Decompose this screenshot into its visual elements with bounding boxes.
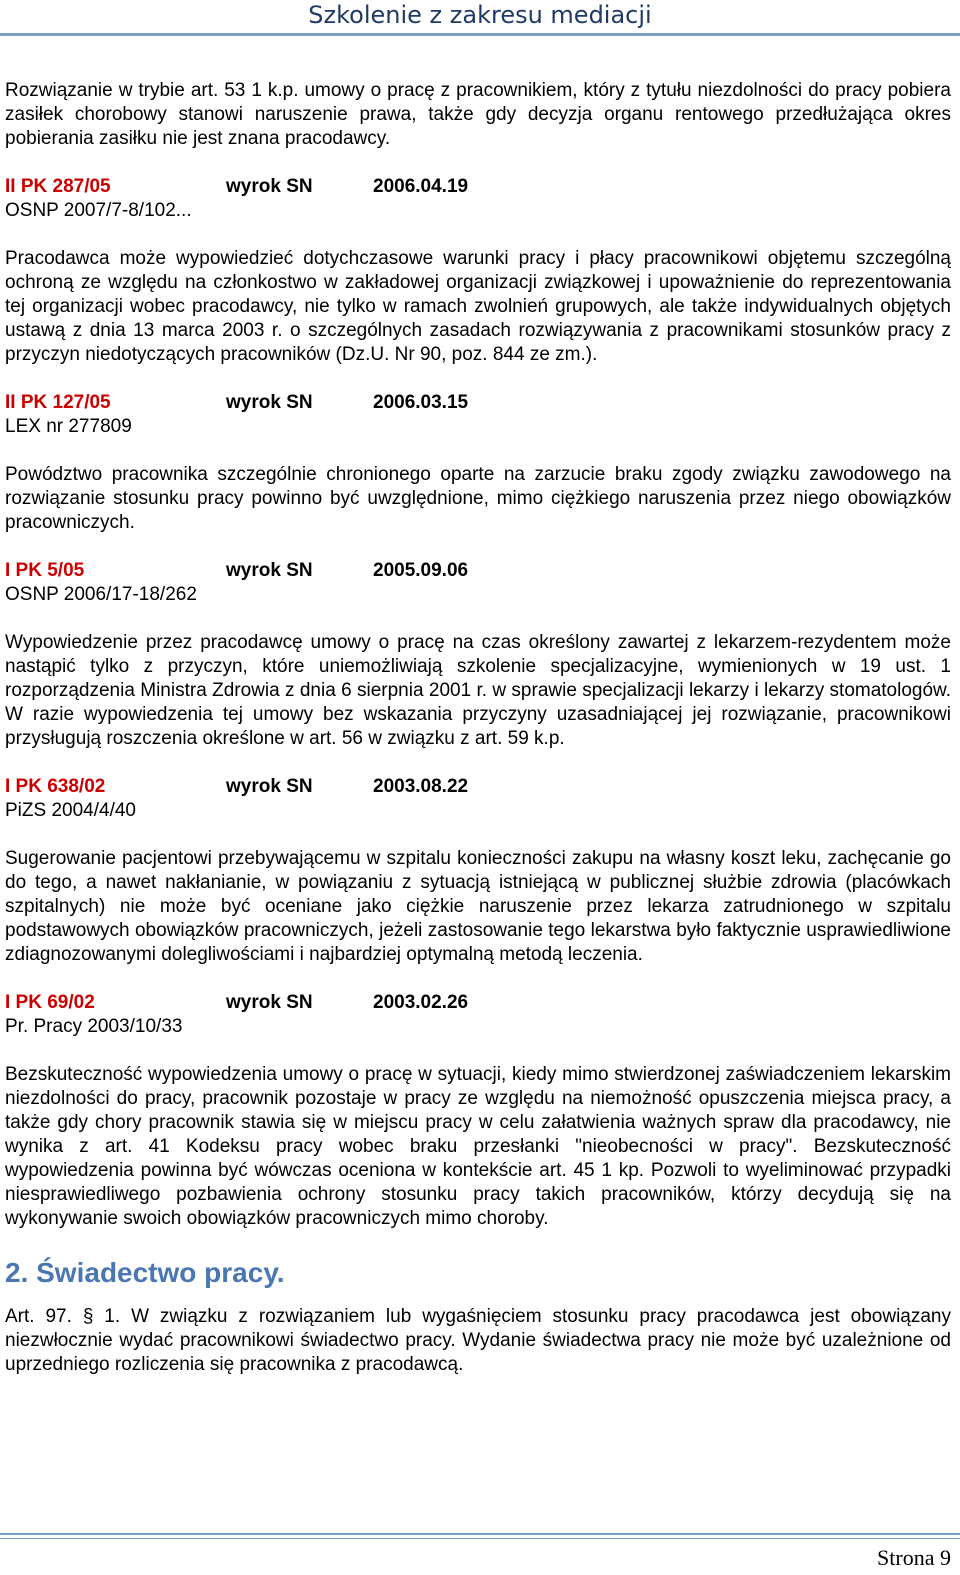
case-source: LEX nr 277809 xyxy=(5,416,132,437)
case-text: Bezskuteczność wypowiedzenia umowy o pracę w sytuacji, kiedy mimo stwierdzonej zaświadczeniem lekarskim niezdolności do pracy, pracownik pozostaje w pracy ze względu na niemożność opuszczenia miejsca pracy, a także gdy chory pracownik stawia się w miejscu pracy w celu załatwienia ważnych spraw dla pracodawcy, nie wynika z art. 41 Kodeksu pracy wobec braku przesłanki "nieobecności w pracy". Bezskuteczność wypowiedzenia powinna być wówczas oceniona w kontekście art. 45 1 kp. Pozwoli to wyeliminować przypadki niesprawiedliwego pozbawienia ochrony stosunku pracy takich pracowników, którzy decydują się na wykonywanie swoich obowiązków pracowniczych mimo choroby. xyxy=(5,1064,951,1229)
case-date: 2006.04.19 xyxy=(373,176,469,197)
header-divider xyxy=(0,33,960,36)
case-type: wyrok SN xyxy=(226,176,313,197)
case-source: PiZS 2004/4/40 xyxy=(5,800,136,821)
case-text: Wypowiedzenie przez pracodawcę umowy o pracę na czas określony zawartej z lekarzem-rezydentem może nastąpić tylko z przyczyn, które uniemożliwiają szkolenie specjalizacyjne, wymienionych w 19 ust. 1 rozporządzenia Ministra Zdrowia z dnia 6 sierpnia 2001 r. w sprawie specjalizacji lekarzy i lekarzy stomatologów. W razie wypowiedzenia tej umowy bez wskazania przyczyny uzasadniającej jej rozwiązanie, pracownikowi przysługują roszczenia określone w art. 56 w związku z art. 59 k.p. xyxy=(5,632,951,749)
case-date: 2005.09.06 xyxy=(373,560,469,581)
section-heading: 2. Świadectwo pracy. xyxy=(5,1257,285,1288)
case-type: wyrok SN xyxy=(226,392,313,413)
case-source: Pr. Pracy 2003/10/33 xyxy=(5,1016,183,1037)
case-source: OSNP 2006/17-18/262 xyxy=(5,584,197,605)
case-heading xyxy=(5,775,951,799)
case-date: 2003.08.22 xyxy=(373,776,469,797)
case-text: Sugerowanie pacjentowi przebywającemu w szpitalu konieczności zakupu na własny koszt leku, zachęcanie go do tego, a nawet nakłanianie, w powiązaniu z sytuacją istniejącą w publicznej służbie zdrowia (placówkach szpitalnych) nie może być oceniane jako ciężkie naruszenie przez lekarza zatrudnionego w szpitalu podstawowych obowiązków pracowniczych, jeżeli zastosowanie tego lekarstwa było faktycznie usprawiedliwione zdiagnozowanymi dolegliwościami i najbardziej optymalną metodą leczenia. xyxy=(5,848,951,965)
page-header-title: Szkolenie z zakresu mediacji xyxy=(308,1,652,29)
case-signature: I PK 638/02 xyxy=(5,776,106,797)
case-signature: I PK 69/02 xyxy=(5,992,95,1013)
section-paragraph: Art. 97. § 1. W związku z rozwiązaniem lub wygaśnięciem stosunku pracy pracodawca jest obowiązany niezwłocznie wydać pracownikowi świadectwo pracy. Wydanie świadectwa pracy nie może być uzależnione od uprzedniego rozliczenia się pracownika z pracodawcą. xyxy=(5,1306,951,1375)
case-text: Powództwo pracownika szczególnie chronionego oparte na zarzucie braku zgody związku zawodowego na rozwiązanie stosunku pracy powinno być uwzględnione, mimo ciężkiego naruszenia przez niego obowiązków pracowniczych. xyxy=(5,464,951,533)
case-heading xyxy=(5,991,951,1015)
case-text: Pracodawca może wypowiedzieć dotychczasowe warunki pracy i płacy pracownikowi objętemu szczególną ochroną ze względu na członkostwo w zakładowej organizacji związkowej i upoważnienie do reprezentowania tej organizacji wobec pracodawcy, nie tylko w ramach zwolnień grupowych, ale także indywidualnych objętych ustawą z dnia 13 marca 2003 r. o szczególnych zasadach rozwiązywania z pracownikami stosunków pracy z przyczyn niedotyczących pracowników (Dz.U. Nr 90, poz. 844 ze zm.). xyxy=(5,248,951,365)
case-signature: II PK 287/05 xyxy=(5,176,111,197)
case-type: wyrok SN xyxy=(226,560,313,581)
case-date: 2003.02.26 xyxy=(373,992,469,1013)
case-signature: II PK 127/05 xyxy=(5,392,111,413)
document-body xyxy=(5,79,951,1377)
case-heading xyxy=(5,391,951,415)
case-type: wyrok SN xyxy=(226,776,313,797)
footer-divider-thin xyxy=(0,1538,960,1539)
intro-paragraph: Rozwiązanie w trybie art. 53 1 k.p. umowy o pracę z pracownikiem, który z tytułu niezdolności do pracy pobiera zasiłek chorobowy stanowi naruszenie prawa, także gdy decyzja organu rentowego przedłużająca okres pobierania zasiłku nie jest znana pracodawcy. xyxy=(5,80,951,149)
case-type: wyrok SN xyxy=(226,992,313,1013)
case-date: 2006.03.15 xyxy=(373,392,469,413)
case-signature: I PK 5/05 xyxy=(5,560,85,581)
case-heading xyxy=(5,175,951,199)
case-heading xyxy=(5,559,951,583)
case-source: OSNP 2007/7-8/102... xyxy=(5,200,192,221)
footer-divider xyxy=(0,1533,960,1535)
page-number: Strona 9 xyxy=(877,1545,951,1570)
